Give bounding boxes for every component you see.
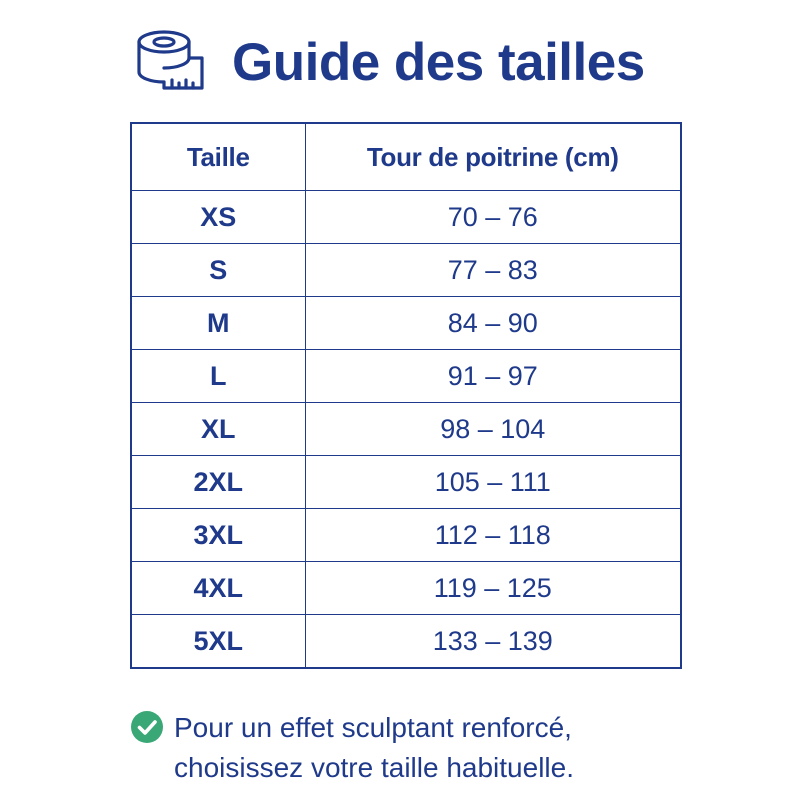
table-row bbox=[131, 191, 681, 244]
range-cell: 112 – 118 bbox=[305, 509, 681, 562]
range-cell: 98 – 104 bbox=[305, 403, 681, 456]
note-text bbox=[174, 708, 574, 788]
range-cell: 84 – 90 bbox=[305, 297, 681, 350]
table-row bbox=[131, 509, 681, 562]
table-row bbox=[131, 562, 681, 615]
range-cell: 105 – 111 bbox=[305, 456, 681, 509]
measuring-tape-icon bbox=[134, 28, 206, 92]
header-chest: Tour de poitrine (cm) bbox=[305, 123, 681, 191]
size-cell: 2XL bbox=[131, 456, 305, 509]
size-cell: 3XL bbox=[131, 509, 305, 562]
header-size: Taille bbox=[131, 123, 305, 191]
table-row bbox=[131, 297, 681, 350]
size-cell: XS bbox=[131, 191, 305, 244]
size-table bbox=[130, 122, 682, 669]
size-cell: M bbox=[131, 297, 305, 350]
table-row bbox=[131, 403, 681, 456]
size-cell: 5XL bbox=[131, 615, 305, 669]
size-cell: XL bbox=[131, 403, 305, 456]
note-line-1: Pour un effet sculptant renforcé, bbox=[174, 712, 572, 743]
table-row bbox=[131, 244, 681, 297]
range-cell: 119 – 125 bbox=[305, 562, 681, 615]
table-row bbox=[131, 615, 681, 669]
range-cell: 70 – 76 bbox=[305, 191, 681, 244]
range-cell: 133 – 139 bbox=[305, 615, 681, 669]
table-header-row bbox=[131, 123, 681, 191]
page-title: Guide des tailles bbox=[232, 33, 645, 92]
size-cell: L bbox=[131, 350, 305, 403]
range-cell: 91 – 97 bbox=[305, 350, 681, 403]
size-cell: 4XL bbox=[131, 562, 305, 615]
table-row bbox=[131, 350, 681, 403]
size-cell: S bbox=[131, 244, 305, 297]
check-circle-icon bbox=[130, 710, 164, 744]
range-cell: 77 – 83 bbox=[305, 244, 681, 297]
header bbox=[0, 22, 800, 106]
table-row bbox=[131, 456, 681, 509]
note-line-2: choisissez votre taille habituelle. bbox=[174, 752, 574, 783]
